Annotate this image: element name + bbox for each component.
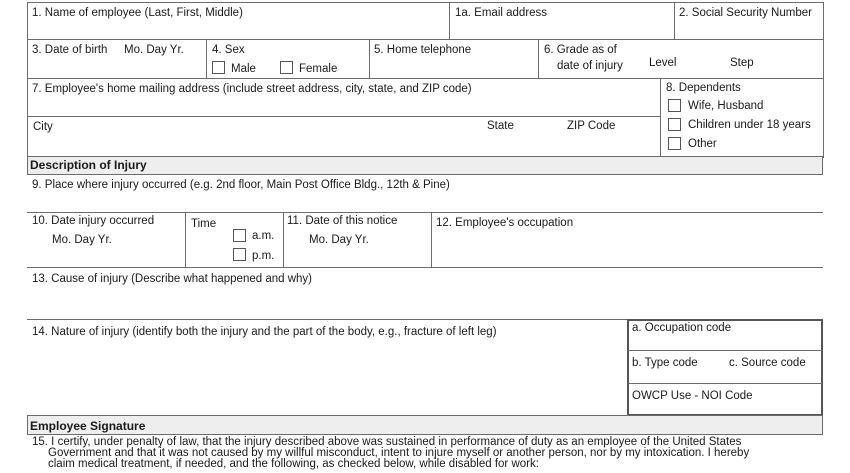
date-of-notice-field[interactable] [284,248,430,267]
row-divider [27,116,660,117]
occupation-label: 12. Employee's occupation [436,217,574,229]
grade-label: 6. Grade as of [544,44,617,56]
date-of-birth-label: 3. Date of birth [32,44,108,56]
owcp-divider [628,383,822,384]
children-checkbox[interactable] [668,118,681,131]
am-label: a.m. [252,230,275,242]
email-field[interactable] [450,20,674,39]
occupation-field[interactable] [432,232,822,267]
city-label: City [33,121,53,133]
date-of-birth-field[interactable] [28,58,206,77]
home-telephone-field[interactable] [370,58,538,77]
place-of-injury-label: 9. Place where injury occurred (e.g. 2nd floor, Main Post Office Bldg., 12th & Pine) [32,179,450,191]
sex-label: 4. Sex [212,44,245,56]
description-of-injury-header: Description of Injury [27,156,823,175]
zip-code-label: ZIP Code [567,120,616,132]
wife-husband-label: Wife, Husband [688,100,764,112]
pm-label: p.m. [252,250,275,262]
owcp-divider [628,350,822,351]
type-code-label: b. Type code [632,357,698,369]
place-of-injury-field[interactable] [28,193,822,212]
male-label: Male [231,63,256,75]
home-telephone-label: 5. Home telephone [374,44,472,56]
dependents-label: 8. Dependents [666,82,741,94]
wife-husband-checkbox[interactable] [668,99,681,112]
state-label: State [487,120,514,132]
pm-checkbox[interactable] [233,248,246,261]
city-state-zip-field[interactable] [28,134,659,155]
step-label: Step [730,57,754,69]
noi-code-label: OWCP Use - NOI Code [632,390,753,402]
female-checkbox[interactable] [280,61,293,74]
divider [660,78,661,158]
source-code-label: c. Source code [729,357,806,369]
employee-name-field[interactable] [28,20,449,39]
female-label: Female [299,63,338,75]
other-dependent-checkbox[interactable] [668,137,681,150]
top-border [27,2,823,3]
certification-line-2: Government and that it was not caused by my willful misconduct, intent to injure myself or another person, nor by my intoxication. I hereby [48,447,750,459]
date-of-birth-format: Mo. Day Yr. [124,44,184,56]
divider [185,212,186,267]
home-address-label: 7. Employee's home mailing address (include street address, city, state, and ZIP code) [32,83,472,95]
date-of-injury-label: 10. Date injury occurred [32,215,155,227]
certification-line-1: 15. I certify, under penalty of law, that the injury described above was sustained in performance of duty as an employee of the United States [32,436,742,448]
row-divider [27,39,823,40]
divider [206,39,207,78]
nature-of-injury-field[interactable] [28,340,626,415]
cause-of-injury-field[interactable] [28,287,822,319]
other-dependent-label: Other [688,138,717,150]
employee-signature-header: Employee Signature [27,415,823,435]
row-divider [27,267,823,268]
level-label: Level [649,57,677,69]
certification-line-3: claim medical treatment, if needed, and the following, as checked below, while disabled for work: [48,458,539,470]
am-checkbox[interactable] [233,229,246,242]
date-of-notice-format: Mo. Day Yr. [309,234,369,246]
home-address-field[interactable] [28,97,659,116]
children-label: Children under 18 years [688,119,811,131]
grade-label-line2: date of injury [557,60,623,72]
time-label: Time [191,218,217,230]
right-border [823,2,824,158]
ssn-label: 2. Social Security Number [679,7,812,19]
ssn-field[interactable] [675,20,822,39]
nature-of-injury-label: 14. Nature of injury (identify both the injury and the part of the body, e.g., fracture of left leg) [32,326,497,338]
employee-name-label: 1. Name of employee (Last, First, Middle) [32,7,243,19]
row-divider [27,78,823,79]
cause-of-injury-label: 13. Cause of injury (Describe what happened and why) [32,273,312,285]
date-of-notice-label: 11. Date of this notice [287,215,398,227]
date-of-injury-format: Mo. Day Yr. [52,234,112,246]
email-label: 1a. Email address [455,7,548,19]
row-divider [27,212,823,213]
date-of-injury-field[interactable] [28,248,185,267]
male-checkbox[interactable] [212,61,225,74]
divider [538,39,539,78]
grade-field[interactable] [640,68,822,78]
occupation-code-label: a. Occupation code [632,322,732,334]
